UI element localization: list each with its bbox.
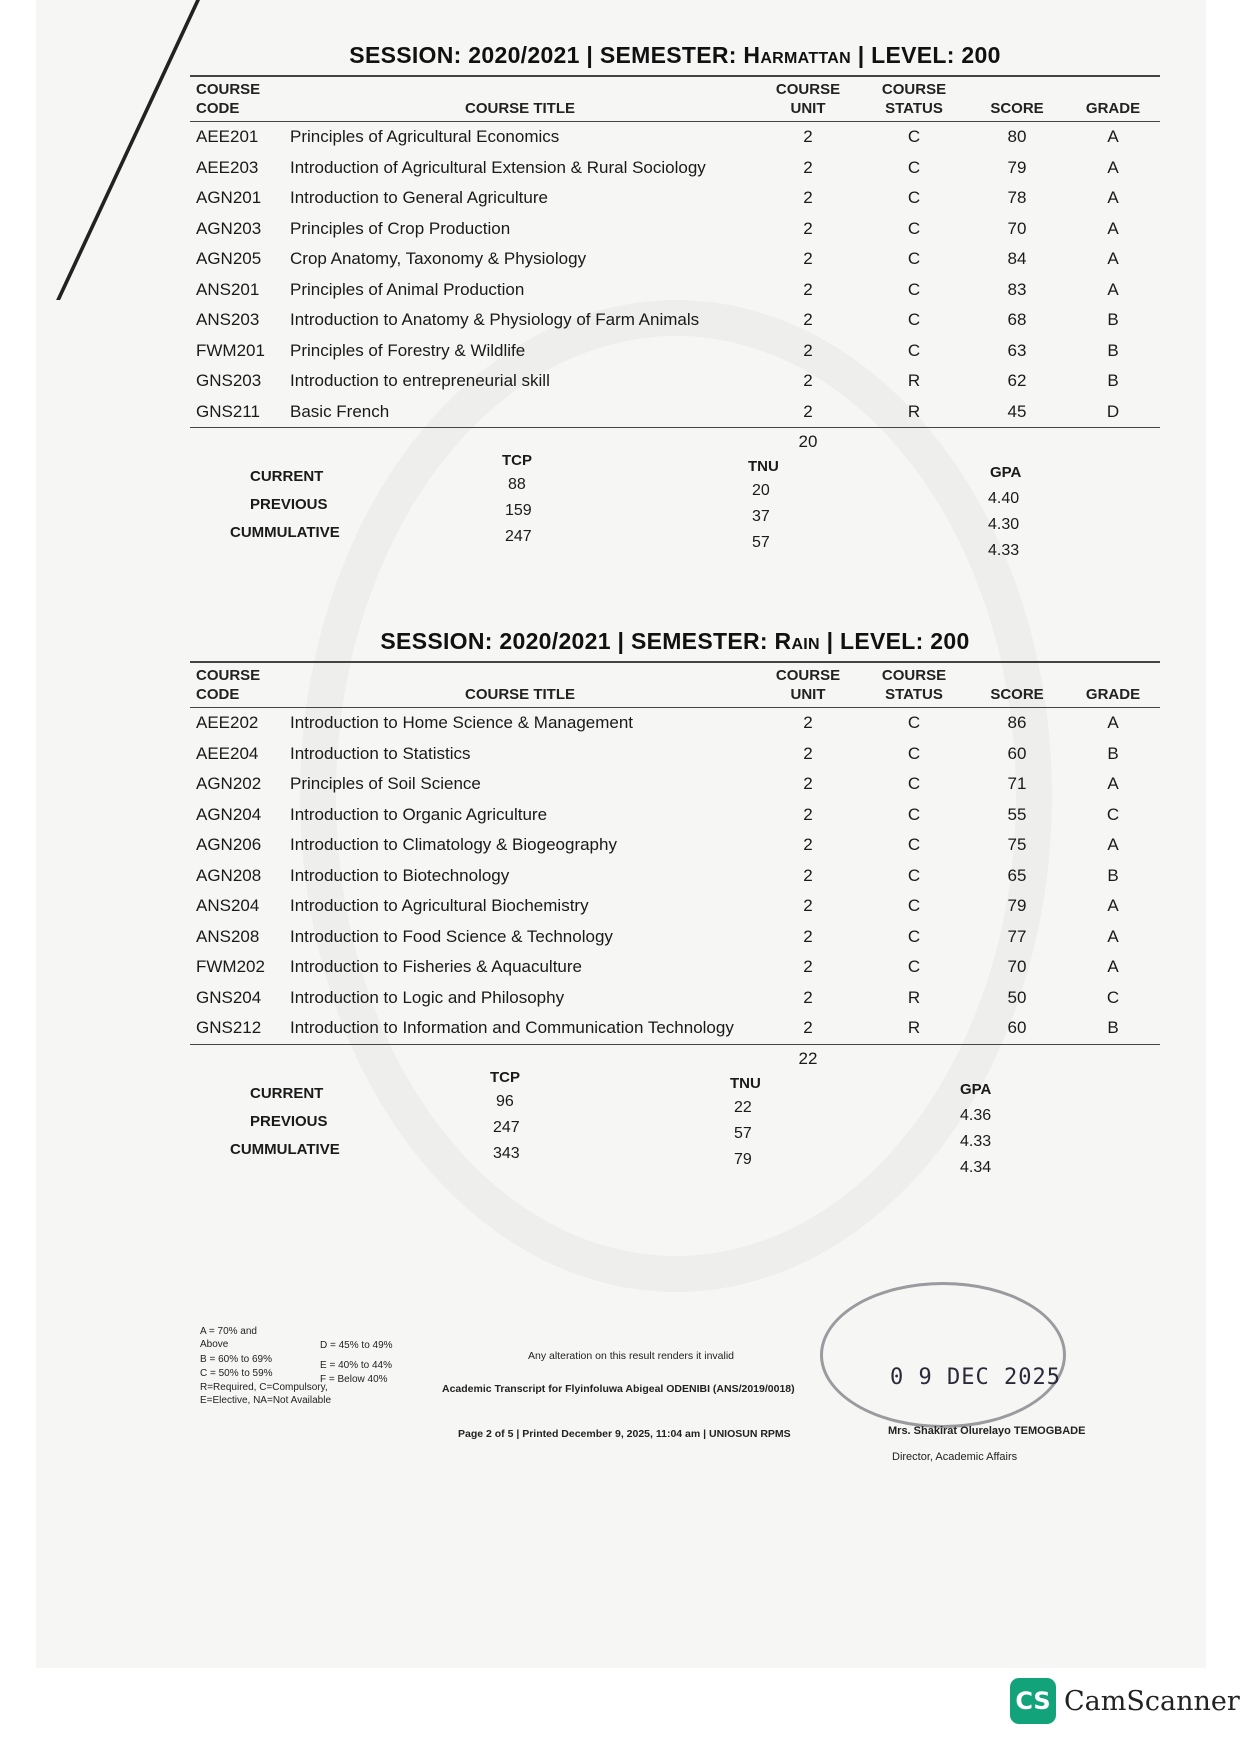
course-score: 78	[1007, 188, 1027, 208]
course-unit: 2	[803, 188, 813, 208]
course-grade: A	[1107, 713, 1119, 733]
page-info: Page 2 of 5 | Printed December 9, 2025, 11:04 am | UNIOSUN RPMS	[458, 1428, 791, 1440]
empty-cell	[860, 428, 968, 457]
course-row	[190, 397, 1160, 428]
course-row	[190, 769, 1160, 800]
course-status: C	[907, 743, 921, 763]
course-grade: A	[1107, 127, 1119, 147]
course-grade: B	[1107, 371, 1119, 391]
course-row	[190, 922, 1160, 953]
course-score: 79	[1007, 896, 1027, 916]
tcp-previous: 159	[505, 502, 532, 519]
course-row	[190, 739, 1160, 770]
course-unit: 2	[803, 249, 813, 269]
header-grade: GRADE	[1066, 662, 1160, 708]
semester-title: SESSION: 2020/2021 | SEMESTER: Rain | LEVEL: 200	[380, 628, 970, 654]
course-row	[190, 830, 1160, 861]
course-row	[190, 1013, 1160, 1044]
course-code: ANS203	[196, 310, 260, 330]
course-status: C	[907, 127, 921, 147]
course-status: C	[907, 340, 921, 360]
empty-cell	[190, 428, 284, 457]
course-score: 50	[1007, 987, 1027, 1007]
course-grade: A	[1107, 957, 1119, 977]
course-score: 71	[1007, 774, 1027, 794]
total-units: 22	[756, 1044, 860, 1073]
gpa-current: 4.40	[988, 490, 1020, 507]
course-row	[190, 275, 1160, 306]
course-row	[190, 214, 1160, 245]
course-unit: 2	[803, 743, 813, 763]
course-grade: B	[1107, 865, 1119, 885]
course-score: 55	[1007, 804, 1027, 824]
gpa-cumulative: 4.33	[988, 542, 1020, 559]
course-code: AEE202	[196, 713, 259, 733]
course-grade: D	[1106, 401, 1120, 421]
gpa-previous: 4.33	[960, 1132, 992, 1150]
course-unit: 2	[803, 926, 813, 946]
signatory-name: Mrs. Shakirat Olurelayo TEMOGBADE	[888, 1425, 1086, 1437]
legend-grade-d: D = 45% to 49%	[320, 1340, 393, 1351]
gpa-summary	[190, 1068, 1160, 1185]
empty-cell	[1066, 1044, 1160, 1073]
course-grade: B	[1107, 743, 1119, 763]
course-title: Principles of Animal Production	[290, 279, 525, 299]
grading-legend	[200, 1325, 440, 1445]
course-unit: 2	[803, 713, 813, 733]
course-table	[190, 661, 1160, 1073]
course-code: AGN202	[196, 774, 262, 794]
total-units: 20	[756, 428, 860, 457]
current-label: CURRENT	[250, 468, 324, 485]
tnu-label: TNU	[748, 458, 779, 475]
course-row	[190, 122, 1160, 153]
header-score: SCORE	[968, 662, 1066, 708]
legend-grade-c: C = 50% to 59%	[200, 1368, 273, 1379]
course-title: Introduction to Logic and Philosophy	[290, 987, 565, 1007]
course-unit: 2	[803, 865, 813, 885]
course-unit: 2	[803, 340, 813, 360]
course-unit: 2	[803, 774, 813, 794]
course-row	[190, 183, 1160, 214]
course-code: GNS204	[196, 987, 262, 1007]
official-stamp	[820, 1282, 1066, 1428]
course-row	[190, 800, 1160, 831]
course-title: Basic French	[290, 401, 390, 421]
course-title: Introduction to Anatomy & Physiology of Farm Animals	[290, 310, 700, 330]
course-score: 60	[1007, 743, 1027, 763]
course-status: C	[907, 774, 921, 794]
tnu-current: 22	[734, 1098, 752, 1116]
course-status: C	[907, 865, 921, 885]
course-code: AGN206	[196, 835, 262, 855]
course-score: 75	[1007, 835, 1027, 855]
course-status: C	[907, 835, 921, 855]
course-score: 60	[1007, 1018, 1027, 1038]
transcript-owner: Academic Transcript for Flyinfoluwa Abigeal ODENIBI (ANS/2019/0018)	[442, 1383, 795, 1395]
course-status: C	[907, 926, 921, 946]
course-code: GNS211	[196, 401, 260, 421]
course-code: AGN208	[196, 865, 262, 885]
legend-grade-f: F = Below 40%	[320, 1374, 388, 1385]
course-status: C	[907, 218, 921, 238]
course-title: Principles of Soil Science	[290, 774, 481, 794]
empty-cell	[968, 428, 1066, 457]
course-grade: A	[1107, 188, 1119, 208]
course-grade: A	[1107, 218, 1119, 238]
header-course-unit: COURSE UNIT	[756, 76, 860, 122]
gpa-current: 4.36	[960, 1106, 992, 1124]
course-score: 68	[1007, 310, 1027, 330]
course-title: Principles of Forestry & Wildlife	[290, 340, 526, 360]
course-score: 79	[1007, 157, 1027, 177]
course-code: AGN201	[196, 188, 262, 208]
course-title: Introduction to Climatology & Biogeography	[290, 835, 617, 855]
header-course-title: COURSE TITLE	[284, 76, 756, 122]
empty-cell	[1066, 428, 1160, 457]
course-title: Introduction to Fisheries & Aquaculture	[290, 957, 582, 977]
course-grade: A	[1107, 249, 1119, 269]
course-grade: B	[1107, 310, 1119, 330]
course-title: Introduction of Agricultural Extension & Rural Sociology	[290, 157, 706, 177]
course-code: ANS204	[196, 896, 260, 916]
course-code: AEE204	[196, 743, 259, 763]
legend-status-codes: R=Required, C=Compulsory, E=Elective, NA=Not Available	[200, 1382, 332, 1406]
tnu-cumulative: 79	[734, 1150, 752, 1168]
course-grade: A	[1107, 835, 1119, 855]
course-score: 63	[1007, 340, 1027, 360]
empty-cell	[190, 1044, 284, 1073]
camscanner-label: CamScanner	[1064, 1686, 1240, 1717]
legend-grade-e: E = 40% to 44%	[320, 1360, 392, 1371]
header-course-title: COURSE TITLE	[284, 662, 756, 708]
course-unit: 2	[803, 310, 813, 330]
tnu-label: TNU	[730, 1074, 761, 1092]
course-row	[190, 153, 1160, 184]
course-unit: 2	[803, 371, 813, 391]
course-title: Introduction to Information and Communication Technology	[290, 1018, 734, 1038]
course-title: Introduction to Food Science & Technology	[290, 926, 613, 946]
tcp-label: TCP	[490, 1068, 520, 1086]
course-title: Principles of Agricultural Economics	[290, 127, 560, 147]
gpa-label: GPA	[960, 1080, 992, 1098]
course-score: 62	[1007, 371, 1027, 391]
course-title: Introduction to Agricultural Biochemistry	[290, 896, 589, 916]
course-row	[190, 861, 1160, 892]
previous-label: PREVIOUS	[250, 1112, 328, 1130]
course-status: C	[907, 279, 921, 299]
course-grade: C	[1106, 987, 1120, 1007]
header-course-status: COURSE STATUS	[860, 662, 968, 708]
empty-cell	[284, 1044, 756, 1073]
course-title: Introduction to entrepreneurial skill	[290, 371, 550, 391]
course-status: C	[907, 804, 921, 824]
course-status: C	[907, 188, 921, 208]
course-row	[190, 305, 1160, 336]
course-score: 45	[1007, 401, 1027, 421]
course-score: 84	[1007, 249, 1027, 269]
course-row	[190, 336, 1160, 367]
tnu-previous: 57	[734, 1124, 752, 1142]
empty-cell	[968, 1044, 1066, 1073]
course-code: AEE201	[196, 127, 259, 147]
course-code: ANS201	[196, 279, 260, 299]
tnu-cumulative: 57	[752, 534, 770, 551]
course-unit: 2	[803, 127, 813, 147]
header-course-code: COURSE CODE	[190, 662, 284, 708]
course-title: Introduction to Biotechnology	[290, 865, 510, 885]
course-row	[190, 983, 1160, 1014]
course-code: GNS203	[196, 371, 262, 391]
course-rows	[190, 708, 1160, 1073]
course-table	[190, 75, 1160, 456]
course-row	[190, 366, 1160, 397]
alteration-notice: Any alteration on this result renders it invalid	[528, 1350, 735, 1362]
course-title: Introduction to Organic Agriculture	[290, 804, 548, 824]
stamp-date: 0 9 DEC 2025	[890, 1365, 1061, 1390]
course-grade: A	[1107, 157, 1119, 177]
course-grade: A	[1107, 279, 1119, 299]
semester-title: SESSION: 2020/2021 | SEMESTER: Harmattan | LEVEL: 200	[349, 42, 1001, 68]
course-status: C	[907, 896, 921, 916]
course-unit: 2	[803, 804, 813, 824]
semester-block-2	[190, 628, 1160, 1185]
course-code: FWM202	[196, 957, 265, 977]
course-unit: 2	[803, 835, 813, 855]
gpa-cumulative: 4.34	[960, 1158, 992, 1176]
signatory-title: Director, Academic Affairs	[892, 1451, 1018, 1463]
course-unit: 2	[803, 896, 813, 916]
gpa-label: GPA	[990, 464, 1022, 481]
header-course-status: COURSE STATUS	[860, 76, 968, 122]
tcp-label: TCP	[502, 452, 532, 469]
course-unit: 2	[803, 401, 813, 421]
gpa-summary	[190, 452, 1160, 568]
course-status: C	[907, 310, 921, 330]
units-total-row	[190, 428, 1160, 457]
course-code: AEE203	[196, 157, 259, 177]
course-status: R	[907, 987, 921, 1007]
header-grade: GRADE	[1066, 76, 1160, 122]
course-score: 86	[1007, 713, 1027, 733]
course-code: GNS212	[196, 1018, 262, 1038]
course-status: C	[907, 957, 921, 977]
course-title: Introduction to General Agriculture	[290, 188, 548, 208]
course-code: ANS208	[196, 926, 260, 946]
course-title: Introduction to Statistics	[290, 743, 471, 763]
course-status: C	[907, 713, 921, 733]
tcp-cumulative: 247	[505, 528, 532, 545]
course-unit: 2	[803, 987, 813, 1007]
cumulative-label: CUMMULATIVE	[230, 524, 340, 541]
course-row	[190, 891, 1160, 922]
course-code: AGN205	[196, 249, 262, 269]
course-score: 83	[1007, 279, 1027, 299]
course-score: 80	[1007, 127, 1027, 147]
course-rows	[190, 122, 1160, 457]
tcp-current: 96	[496, 1092, 514, 1110]
course-grade: A	[1107, 896, 1119, 916]
header-score: SCORE	[968, 76, 1066, 122]
course-title: Introduction to Home Science & Management	[290, 713, 634, 733]
units-total-row	[190, 1044, 1160, 1073]
tcp-current: 88	[508, 476, 526, 493]
course-unit: 2	[803, 218, 813, 238]
course-grade: A	[1107, 774, 1119, 794]
tnu-current: 20	[752, 482, 770, 499]
course-grade: C	[1106, 804, 1120, 824]
course-unit: 2	[803, 279, 813, 299]
tnu-previous: 37	[752, 508, 770, 525]
course-row	[190, 708, 1160, 739]
course-grade: A	[1107, 926, 1119, 946]
current-label: CURRENT	[250, 1084, 324, 1102]
course-unit: 2	[803, 1018, 813, 1038]
gpa-previous: 4.30	[988, 516, 1020, 533]
semester-block-1	[190, 42, 1160, 568]
cumulative-label: CUMMULATIVE	[230, 1140, 340, 1158]
course-score: 70	[1007, 218, 1027, 238]
course-title: Principles of Crop Production	[290, 218, 511, 238]
course-score: 70	[1007, 957, 1027, 977]
course-code: AGN204	[196, 804, 262, 824]
course-unit: 2	[803, 157, 813, 177]
course-status: R	[907, 371, 921, 391]
course-code: AGN203	[196, 218, 262, 238]
legend-grade-a: A = 70% and Above	[200, 1326, 257, 1350]
course-title: Crop Anatomy, Taxonomy & Physiology	[290, 249, 587, 269]
course-status: C	[907, 249, 921, 269]
header-course-unit: COURSE UNIT	[756, 662, 860, 708]
previous-label: PREVIOUS	[250, 496, 328, 513]
course-score: 65	[1007, 865, 1027, 885]
course-row	[190, 244, 1160, 275]
course-row	[190, 952, 1160, 983]
course-unit: 2	[803, 957, 813, 977]
course-grade: B	[1107, 340, 1119, 360]
course-status: R	[907, 401, 921, 421]
course-grade: B	[1107, 1018, 1119, 1038]
tcp-cumulative: 343	[493, 1144, 520, 1162]
course-status: C	[907, 157, 921, 177]
course-code: FWM201	[196, 340, 265, 360]
header-course-code: COURSE CODE	[190, 76, 284, 122]
camscanner-logo-icon: CS	[1010, 1678, 1056, 1724]
course-status: R	[907, 1018, 921, 1038]
empty-cell	[860, 1044, 968, 1073]
legend-grade-b: B = 60% to 69%	[200, 1354, 272, 1365]
tcp-previous: 247	[493, 1118, 520, 1136]
course-score: 77	[1007, 926, 1027, 946]
